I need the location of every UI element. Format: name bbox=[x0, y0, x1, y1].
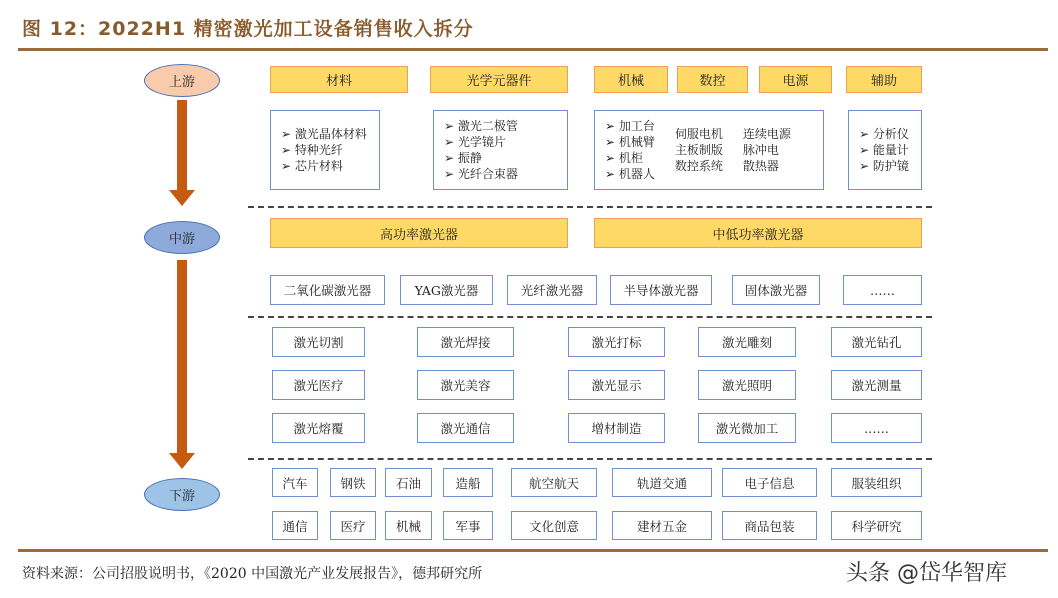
list-item: ➢ 机器人 bbox=[605, 167, 655, 181]
application-item: 激光熔覆 bbox=[272, 413, 365, 443]
application-item: 激光切割 bbox=[272, 327, 365, 357]
upstream-category: 数控 bbox=[677, 66, 748, 93]
section-divider bbox=[248, 458, 932, 460]
upstream-category: 辅助 bbox=[846, 66, 922, 93]
downstream-stage: 下游 bbox=[144, 478, 220, 511]
application-item: 激光显示 bbox=[568, 370, 665, 400]
downstream-industry: 通信 bbox=[272, 511, 318, 540]
laser-type: 光纤激光器 bbox=[507, 275, 597, 305]
list-item: ➢ 光学镜片 bbox=[444, 135, 506, 149]
list-item: ➢ 芯片材料 bbox=[281, 159, 343, 173]
list-item: ➢ 振静 bbox=[444, 151, 482, 165]
list-item: 连续电源 bbox=[742, 127, 791, 141]
auxiliary-list bbox=[848, 110, 922, 190]
upstream-category: 光学元器件 bbox=[430, 66, 568, 93]
downstream-industry: 军事 bbox=[443, 511, 493, 540]
downstream-industry: 医疗 bbox=[330, 511, 376, 540]
laser-type: 固体激光器 bbox=[732, 275, 820, 305]
flow-arrow-head bbox=[169, 453, 195, 469]
flow-arrow-shaft bbox=[177, 260, 187, 455]
list-item: 主板制版 bbox=[674, 143, 723, 157]
list-item: ➢ 激光二极管 bbox=[444, 119, 518, 133]
upstream-category: 材料 bbox=[270, 66, 408, 93]
application-item: 激光通信 bbox=[417, 413, 514, 443]
downstream-industry: 电子信息 bbox=[722, 468, 817, 497]
midstream-category: 高功率激光器 bbox=[270, 218, 568, 248]
watermark: 头条 @岱华智库 bbox=[846, 561, 1007, 586]
list-item: ➢ 分析仪 bbox=[859, 127, 909, 141]
list-column bbox=[444, 118, 518, 182]
application-item: 激光雕刻 bbox=[698, 327, 796, 357]
application-item: 激光测量 bbox=[831, 370, 922, 400]
application-item: 激光医疗 bbox=[272, 370, 365, 400]
list-item: 散热器 bbox=[742, 159, 779, 173]
list-column bbox=[605, 118, 655, 182]
downstream-industry: 汽车 bbox=[272, 468, 318, 497]
list-item: 脉冲电 bbox=[742, 143, 779, 157]
downstream-industry: 文化创意 bbox=[511, 511, 597, 540]
application-item: 激光打标 bbox=[568, 327, 665, 357]
list-item: 伺服电机 bbox=[674, 127, 723, 141]
source-note: 资料来源：公司招股说明书，《2020 中国激光产业发展报告》，德邦研究所 bbox=[22, 566, 483, 582]
list-item: ➢ 特种光纤 bbox=[281, 143, 343, 157]
laser-type: …… bbox=[843, 275, 922, 305]
application-item: 激光焊接 bbox=[417, 327, 514, 357]
application-item: …… bbox=[831, 413, 922, 443]
list-column bbox=[859, 126, 909, 174]
list-item: ➢ 激光晶体材料 bbox=[281, 127, 367, 141]
application-item: 激光钻孔 bbox=[831, 327, 922, 357]
downstream-industry: 建材五金 bbox=[612, 511, 712, 540]
list-item: ➢ 光纤合束器 bbox=[444, 167, 518, 181]
downstream-industry: 航空航天 bbox=[511, 468, 597, 497]
list-column bbox=[743, 126, 791, 174]
flow-arrow-shaft bbox=[177, 100, 187, 192]
downstream-industry: 石油 bbox=[385, 468, 432, 497]
application-item: 激光微加工 bbox=[698, 413, 796, 443]
title-divider bbox=[18, 48, 1048, 51]
figure-title: 图 12：2022H1 精密激光加工设备销售收入拆分 bbox=[22, 18, 474, 40]
downstream-industry: 服装组织 bbox=[831, 468, 922, 497]
application-item: 增材制造 bbox=[568, 413, 665, 443]
midstream-category: 中低功率激光器 bbox=[594, 218, 922, 248]
list-item: 数控系统 bbox=[674, 159, 723, 173]
flow-arrow-head bbox=[169, 190, 195, 206]
downstream-industry: 钢铁 bbox=[330, 468, 376, 497]
section-divider bbox=[248, 316, 932, 318]
upstream-category: 电源 bbox=[759, 66, 832, 93]
list-column bbox=[675, 126, 723, 174]
list-item: ➢ 防护镜 bbox=[859, 159, 909, 173]
equipment-list bbox=[594, 110, 824, 190]
upstream-category: 机械 bbox=[594, 66, 668, 93]
materials-list bbox=[270, 110, 380, 190]
downstream-industry: 科学研究 bbox=[831, 511, 922, 540]
list-item: ➢ 机械臂 bbox=[605, 135, 655, 149]
section-divider bbox=[248, 206, 932, 208]
application-item: 激光照明 bbox=[698, 370, 796, 400]
application-item: 激光美容 bbox=[417, 370, 514, 400]
downstream-industry: 造船 bbox=[443, 468, 493, 497]
list-item: ➢ 机柜 bbox=[605, 151, 643, 165]
midstream-stage: 中游 bbox=[144, 221, 220, 254]
upstream-stage: 上游 bbox=[144, 64, 220, 97]
downstream-industry: 机械 bbox=[385, 511, 432, 540]
list-item: ➢ 能量计 bbox=[859, 143, 909, 157]
downstream-industry: 轨道交通 bbox=[612, 468, 712, 497]
downstream-industry: 商品包装 bbox=[722, 511, 817, 540]
optics-list bbox=[433, 110, 568, 190]
laser-type: 半导体激光器 bbox=[610, 275, 712, 305]
list-column bbox=[281, 126, 367, 174]
laser-type: YAG激光器 bbox=[400, 275, 493, 305]
list-item: ➢ 加工台 bbox=[605, 119, 655, 133]
laser-type: 二氧化碳激光器 bbox=[270, 275, 385, 305]
footer-divider bbox=[18, 549, 1048, 552]
